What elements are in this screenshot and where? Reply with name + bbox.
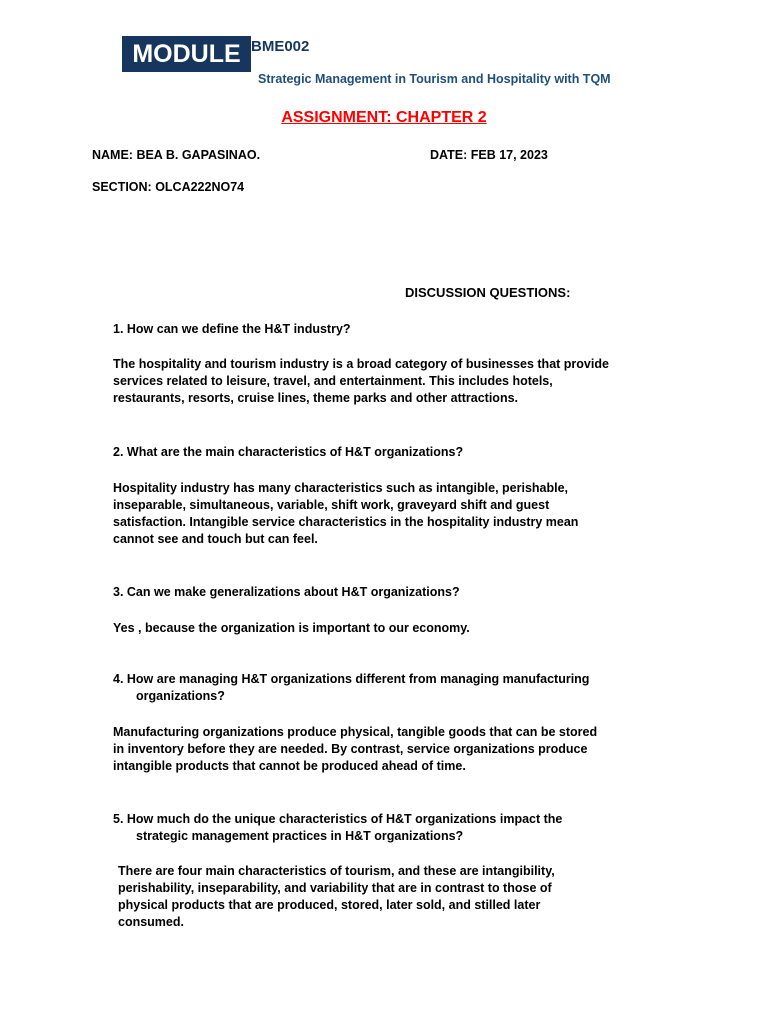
answer-line: There are four main characteristics of tourism, and these are intangibility, [118, 864, 555, 878]
course-code: BME002 [251, 38, 310, 55]
assignment-title: ASSIGNMENT: CHAPTER 2 [281, 109, 487, 126]
answer-line: Yes , because the organization is important to our economy. [113, 621, 470, 635]
question-text: 1. How can we define the H&T industry? [113, 322, 351, 336]
module-label-box: MODULE [122, 36, 251, 72]
question-4 [113, 671, 673, 705]
question-text: 5. How much do the unique characteristics of H&T organizations impact the [113, 812, 563, 826]
question-3 [113, 584, 673, 601]
answer-line: Manufacturing organizations produce physical, tangible goods that can be stored [113, 725, 598, 739]
student-name: NAME: BEA B. GAPASINAO. [92, 148, 261, 162]
answer-line: services related to leisure, travel, and entertainment. This includes hotels, [113, 374, 553, 388]
answer-line: cannot see and touch but can feel. [113, 532, 318, 546]
answer-line: Hospitality industry has many characteristics such as intangible, perishable, [113, 481, 569, 495]
answer-2 [113, 480, 673, 548]
answer-line: consumed. [118, 915, 184, 929]
question-text: 2. What are the main characteristics of H&T organizations? [113, 445, 464, 459]
question-2 [113, 444, 673, 461]
question-5 [113, 811, 673, 845]
question-text-continued: strategic management practices in H&T organizations? [136, 829, 464, 843]
answer-5 [118, 863, 678, 931]
answer-line: physical products that are produced, stored, later sold, and stilled later [118, 898, 541, 912]
answer-line: perishability, inseparability, and variability that are in contrast to those of [118, 881, 552, 895]
course-title: Strategic Management in Tourism and Hospitality with TQM [258, 72, 611, 86]
question-text: 4. How are managing H&T organizations different from managing manufacturing [113, 672, 590, 686]
question-text-continued: organizations? [136, 689, 225, 703]
answer-line: restaurants, resorts, cruise lines, theme parks and other attractions. [113, 391, 519, 405]
question-1 [113, 321, 673, 338]
answer-line: satisfaction. Intangible service characteristics in the hospitality industry mean [113, 515, 579, 529]
answer-line: The hospitality and tourism industry is a broad category of businesses that provide [113, 357, 609, 371]
discussion-heading: DISCUSSION QUESTIONS: [405, 285, 571, 300]
answer-4 [113, 724, 673, 775]
answer-line: intangible products that cannot be produced ahead of time. [113, 759, 466, 773]
submission-date: DATE: FEB 17, 2023 [430, 148, 548, 162]
student-section: SECTION: OLCA222NO74 [92, 180, 245, 194]
answer-line: in inventory before they are needed. By contrast, service organizations produce [113, 742, 588, 756]
question-text: 3. Can we make generalizations about H&T organizations? [113, 585, 460, 599]
answer-1 [113, 356, 673, 407]
answer-line: inseparable, simultaneous, variable, shift work, graveyard shift and guest [113, 498, 550, 512]
answer-3 [113, 620, 673, 637]
